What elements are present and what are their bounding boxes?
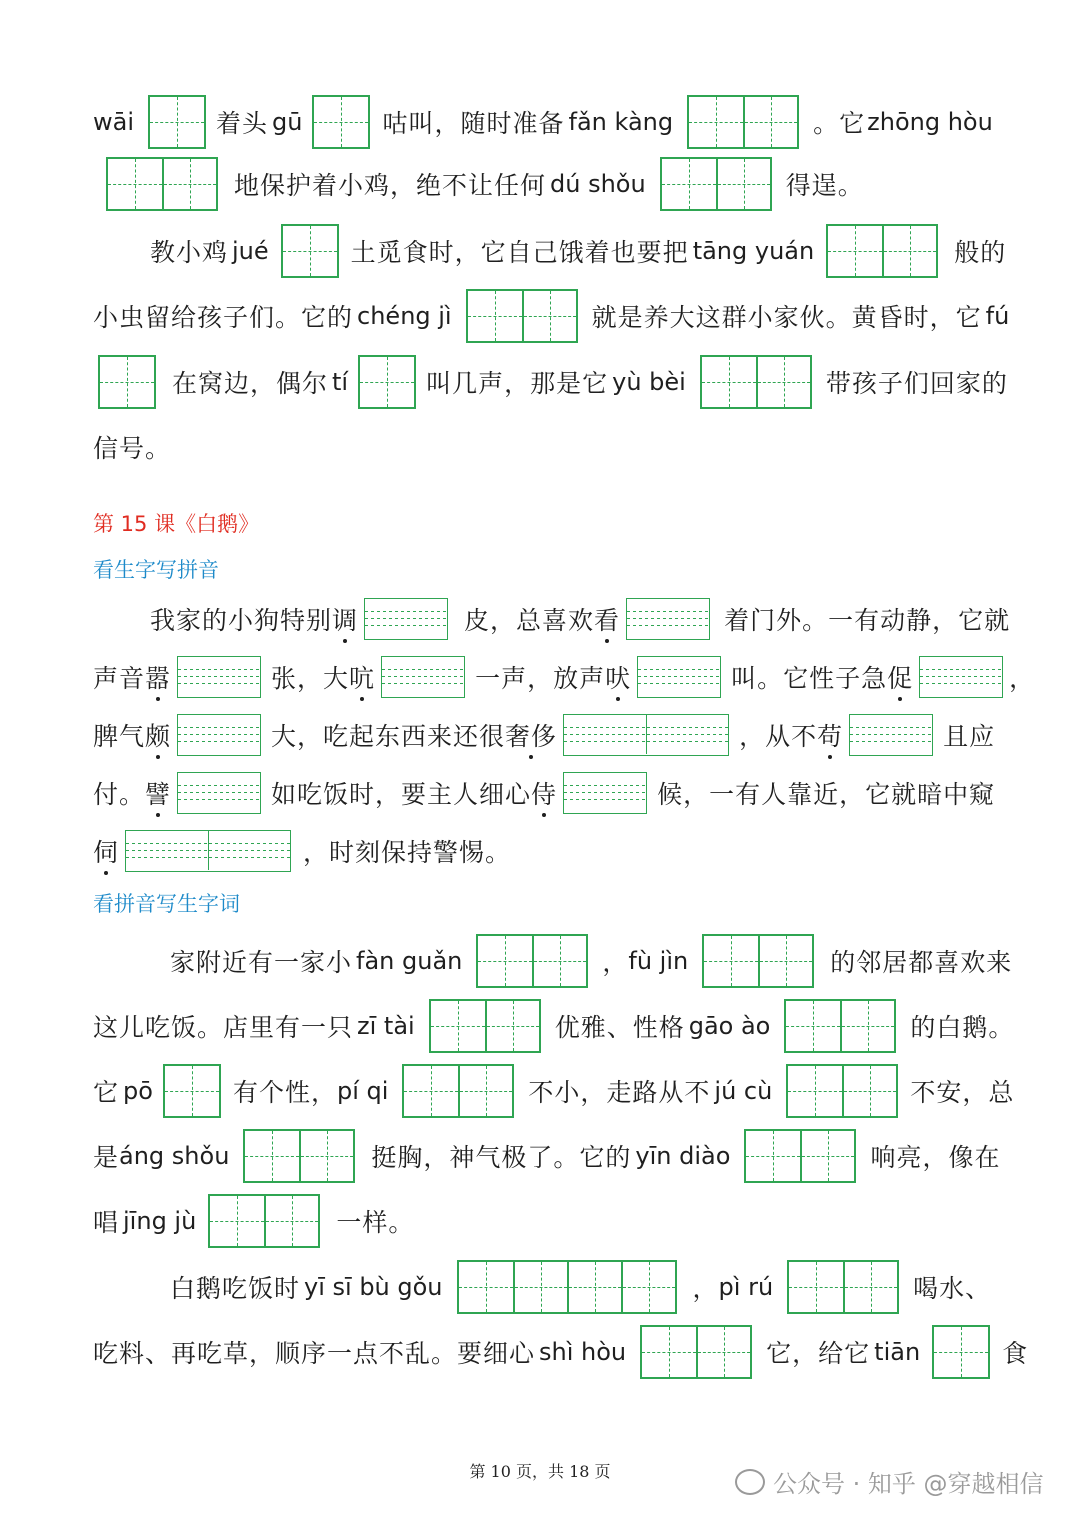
text: 小虫留给孩子们。它的 [93,303,354,332]
wechat-logo-icon [735,1469,765,1495]
pinyin: pō [123,1077,153,1105]
pinyin-box-1[interactable] [919,656,1003,698]
pinyin-box-1[interactable] [177,714,261,756]
pinyin: fǎn kàng [568,108,674,136]
pinyin-box-2[interactable] [125,830,291,872]
text: 它 [93,1078,120,1107]
pinyin: fú [985,302,1010,330]
text: 大，吃起东西来还很 [271,722,506,751]
pinyin-box-1[interactable] [364,598,448,640]
p1-line-3 [0,224,1080,278]
text: 优雅、性格 [554,1013,685,1042]
p3-line-6 [0,1260,1080,1314]
text: 是 [93,1143,120,1172]
p2-line-3 [0,714,1080,756]
char-box-2[interactable] [702,934,814,988]
pinyin: yù bèi [612,368,686,396]
watermark [735,1464,1044,1499]
pinyin: dú shǒu [550,170,646,198]
pinyin: chéng jì [357,302,452,330]
p3-line-5 [0,1194,1080,1248]
pinyin-box-1[interactable] [381,656,465,698]
text: ， [692,1274,719,1303]
text: 着头 [216,109,269,138]
text: 的白鹅。 [910,1013,1015,1042]
text: 张，大 [271,664,350,693]
text: 我家的小狗特别 [150,606,333,635]
pinyin-box-2[interactable] [563,714,729,756]
char-box-2[interactable] [826,224,938,278]
char-box-2[interactable] [640,1325,752,1379]
char-box-2[interactable] [476,934,588,988]
pinyin-box-1[interactable] [637,656,721,698]
char-box-2[interactable] [660,157,772,211]
text: 声音 [93,664,146,693]
text: 唱 [93,1208,120,1237]
char-box-2[interactable] [429,999,541,1053]
text: 付。 [93,780,146,809]
text: 白鹅吃饭时 [170,1274,301,1303]
pinyin: wāi [93,108,135,136]
text: 有个性， [232,1078,337,1107]
p1-line-2 [0,157,1080,211]
dotted-char: 调 [332,601,358,637]
pinyin: fàn guǎn [356,947,463,975]
text: 且应 [943,722,996,751]
text: 一样。 [336,1208,415,1237]
text: 的邻居都喜欢来 [830,948,1013,977]
pinyin: tí [332,368,349,396]
char-box-2[interactable] [687,95,799,149]
p2-line-5 [0,830,1080,872]
text: 它，给它 [766,1339,871,1368]
char-box-1[interactable] [163,1064,221,1118]
section-title-pinyin: 看生字写拼音 [93,558,219,582]
char-box-1[interactable] [932,1325,990,1379]
text: 般的 [954,238,1007,267]
pinyin: gū [272,108,303,136]
p2-line-2 [0,656,1080,698]
p2-line-1 [0,598,1080,640]
p1-line-6 [0,420,1080,474]
pinyin: tāng yuán [692,237,815,265]
text: 食 [1002,1339,1029,1368]
char-box-2[interactable] [700,355,812,409]
p3-line-2 [0,999,1080,1053]
text: 这儿吃饭。店里有一只 [93,1013,354,1042]
pinyin-box-1[interactable] [626,598,710,640]
text: 不安，总 [910,1078,1015,1107]
pinyin: gāo ào [688,1012,771,1040]
text: 喝水、 [913,1274,992,1303]
text: 家附近有一家小 [170,948,353,977]
text: ， [1009,664,1036,693]
dotted-char: 譬 [145,775,171,811]
text: 如吃饭时，要主人细心 [271,780,532,809]
p3-line-3 [0,1064,1080,1118]
text: 候，一有人靠近，它就暗中窥 [657,780,996,809]
watermark-text: 公众号 · 知乎 @穿越相信 [773,1470,1044,1498]
text: 响亮，像在 [870,1143,1001,1172]
p1-line-1 [0,95,1080,149]
text: 教小鸡 [150,238,229,267]
pinyin: yīn diào [635,1142,731,1170]
dotted-char: 吠 [605,659,631,695]
char-box-1[interactable] [312,95,370,149]
dotted-char: 嚣 [145,659,171,695]
pinyin: fù jìn [628,947,689,975]
text: 带孩子们回家的 [825,369,1008,398]
dotted-char: 苟 [817,717,843,753]
pinyin-box-1[interactable] [563,772,647,814]
text: ， [602,948,629,977]
pinyin-box-1[interactable] [849,714,933,756]
text: 得逞。 [785,171,864,200]
p3-line-7 [0,1325,1080,1379]
pinyin: yī sī bù gǒu [304,1273,443,1301]
char-box-2[interactable] [243,1129,355,1183]
p1-line-4 [0,289,1080,343]
pinyin: pí qi [336,1077,389,1105]
page-number: 第 10 页，共 18 页 [469,1462,611,1481]
char-box-2[interactable] [402,1064,514,1118]
dotted-char: 颇 [145,717,171,753]
pinyin-box-1[interactable] [177,772,261,814]
dotted-char: 促 [887,659,913,695]
pinyin: jú cù [714,1077,773,1105]
text: ，时刻保持警惕。 [303,838,512,867]
text: 叫几声，那是它 [426,369,609,398]
text: 不小，走路从不 [528,1078,711,1107]
char-box-2[interactable] [784,999,896,1053]
char-box-2[interactable] [787,1260,899,1314]
char-box-1[interactable] [148,95,206,149]
lesson-title: 第 15 课《白鹅》 [93,512,260,536]
pinyin: pì rú [718,1273,774,1301]
p3-line-4 [0,1129,1080,1183]
text: 在窝边，偶尔 [172,369,329,398]
dotted-char: 侍 [531,775,557,811]
text: 脾气 [93,722,146,751]
dotted-char: 伺 [93,833,119,869]
p3-line-1 [0,934,1080,988]
text: 地保护着小鸡，绝不让任何 [234,171,547,200]
text: ，从不 [739,722,818,751]
char-box-2[interactable] [466,289,578,343]
char-box-2[interactable] [208,1194,320,1248]
text: 就是养大这群小家伙。黄昏时，它 [591,303,982,332]
text: 一声，放声 [475,664,606,693]
pinyin: tiān [874,1338,921,1366]
text: 着门外。一有动静，它就 [724,606,1011,635]
dotted-char: 看 [594,601,620,637]
section-title-characters: 看拼音写生字词 [93,892,240,916]
pinyin: zī tài [357,1012,415,1040]
p1-line-5 [0,355,1080,409]
text: 。它 [813,109,866,138]
text: 土觅食时，它自己饿着也要把 [350,238,689,267]
pinyin: shì hòu [539,1338,627,1366]
char-box-2[interactable] [106,157,218,211]
text: 挺胸，神气极了。它的 [371,1143,632,1172]
char-box-1[interactable] [358,355,416,409]
text: 吃料、再吃草，顺序一点不乱。要细心 [93,1339,536,1368]
char-box-2[interactable] [744,1129,856,1183]
char-box-2[interactable] [786,1064,898,1118]
pinyin: jué [232,237,269,265]
pinyin: áng shǒu [119,1142,230,1170]
text: 皮，总喜欢 [464,606,595,635]
dotted-char: 奢侈 [505,717,557,753]
pinyin: zhōng hòu [867,108,993,136]
pinyin-box-1[interactable] [177,656,261,698]
pinyin: jīng jù [123,1207,197,1235]
text: 信号。 [93,434,172,463]
char-box-1[interactable] [281,224,339,278]
text: 咕叫，随时准备 [382,109,565,138]
text: 叫。它性子急 [731,664,888,693]
char-box-4[interactable] [457,1260,677,1314]
char-box-1[interactable] [98,355,156,409]
p2-line-4 [0,772,1080,814]
dotted-char: 吭 [349,659,375,695]
